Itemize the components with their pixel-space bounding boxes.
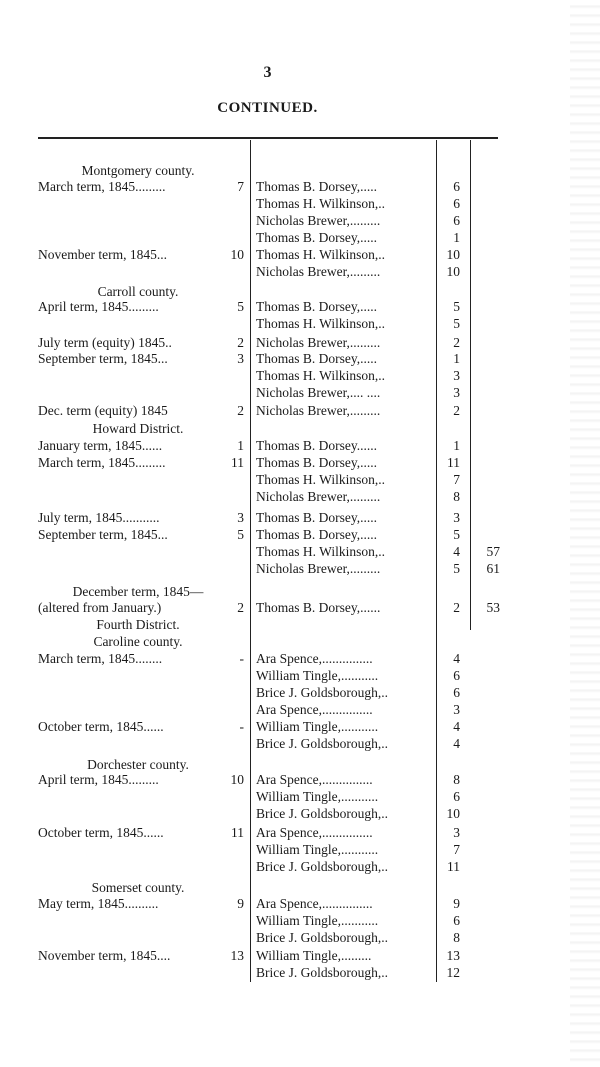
judge-count: 4 bbox=[453, 719, 460, 734]
judge-count: 2 bbox=[453, 403, 460, 418]
term-total: 9 bbox=[237, 896, 244, 911]
section-heading: December term, 1845— bbox=[72, 584, 204, 599]
judge-name: Thomas B. Dorsey,..... bbox=[256, 510, 377, 525]
judge-count: 3 bbox=[453, 385, 460, 400]
judge-name: Ara Spence,............... bbox=[256, 825, 373, 840]
term-total: 13 bbox=[230, 948, 244, 963]
judge-count: 7 bbox=[453, 842, 460, 857]
term-label: April term, 1845......... bbox=[38, 299, 159, 314]
judge-name: Nicholas Brewer,......... bbox=[256, 335, 381, 350]
term-label: January term, 1845...... bbox=[38, 438, 163, 453]
term-label: November term, 1845... bbox=[38, 247, 167, 262]
judge-name: Ara Spence,............... bbox=[256, 702, 373, 717]
judge-name: Thomas H. Wilkinson,.. bbox=[256, 247, 385, 262]
extra-total: 57 bbox=[486, 544, 500, 559]
judge-count: 8 bbox=[453, 930, 460, 945]
term-label: September term, 1845... bbox=[38, 527, 168, 542]
judge-count: 1 bbox=[453, 351, 460, 366]
judge-count: 9 bbox=[453, 896, 460, 911]
section-heading: Somerset county. bbox=[91, 880, 185, 895]
judge-count: 6 bbox=[453, 179, 460, 194]
judge-name: Brice J. Goldsborough,.. bbox=[256, 859, 388, 874]
judge-count: 10 bbox=[446, 247, 460, 262]
term-label: March term, 1845......... bbox=[38, 179, 166, 194]
term-total: 10 bbox=[230, 772, 244, 787]
judge-count: 8 bbox=[453, 772, 460, 787]
term-label: (altered from January.) bbox=[38, 600, 162, 615]
extra-total: 61 bbox=[486, 561, 500, 576]
term-label: October term, 1845...... bbox=[38, 825, 164, 840]
page-number: 3 bbox=[263, 64, 272, 81]
term-label: March term, 1845......... bbox=[38, 455, 166, 470]
judge-name: Brice J. Goldsborough,.. bbox=[256, 736, 388, 751]
extra-total: 53 bbox=[486, 600, 500, 615]
judge-name: Thomas B. Dorsey,...... bbox=[256, 600, 381, 615]
section-heading: Dorchester county. bbox=[87, 757, 189, 772]
judge-name: William Tingle,........... bbox=[256, 719, 379, 734]
term-total: 3 bbox=[237, 510, 244, 525]
judge-count: 3 bbox=[453, 368, 460, 383]
column-rule-1 bbox=[250, 140, 251, 982]
term-label: May term, 1845.......... bbox=[38, 896, 159, 911]
judge-name: Thomas B. Dorsey,..... bbox=[256, 299, 377, 314]
term-label: July term (equity) 1845.. bbox=[38, 335, 172, 350]
judge-count: 1 bbox=[453, 438, 460, 453]
judge-name: Nicholas Brewer,.... .... bbox=[256, 385, 381, 400]
judge-name: Thomas B. Dorsey,..... bbox=[256, 230, 377, 245]
section-heading: Montgomery county. bbox=[81, 163, 195, 178]
term-total: 11 bbox=[231, 455, 244, 470]
judge-count: 4 bbox=[453, 544, 460, 559]
term-total: - bbox=[239, 651, 244, 666]
judge-name: Brice J. Goldsborough,.. bbox=[256, 685, 388, 700]
page-edge-texture bbox=[570, 0, 600, 1067]
judge-count: 5 bbox=[453, 561, 460, 576]
judge-name: Brice J. Goldsborough,.. bbox=[256, 965, 388, 980]
judge-count: 13 bbox=[446, 948, 460, 963]
judge-count: 10 bbox=[446, 264, 460, 279]
judge-count: 2 bbox=[453, 335, 460, 350]
judge-count: 6 bbox=[453, 196, 460, 211]
judge-count: 4 bbox=[453, 736, 460, 751]
term-total: 5 bbox=[237, 527, 244, 542]
term-label: April term, 1845......... bbox=[38, 772, 159, 787]
judge-count: 6 bbox=[453, 685, 460, 700]
judge-name: Nicholas Brewer,......... bbox=[256, 403, 381, 418]
section-heading: Howard District. bbox=[92, 421, 184, 436]
term-total: - bbox=[239, 719, 244, 734]
top-rule bbox=[38, 137, 498, 139]
term-total: 2 bbox=[237, 600, 244, 615]
judge-name: Nicholas Brewer,......... bbox=[256, 264, 381, 279]
term-total: 7 bbox=[237, 179, 244, 194]
judge-count: 6 bbox=[453, 913, 460, 928]
judge-name: Thomas H. Wilkinson,.. bbox=[256, 544, 385, 559]
term-label: September term, 1845... bbox=[38, 351, 168, 366]
term-label: March term, 1845........ bbox=[38, 651, 163, 666]
term-total: 2 bbox=[237, 335, 244, 350]
judge-name: William Tingle,......... bbox=[256, 948, 372, 963]
judge-name: William Tingle,........... bbox=[256, 842, 379, 857]
judge-count: 3 bbox=[453, 702, 460, 717]
judge-name: Thomas B. Dorsey,..... bbox=[256, 179, 377, 194]
judge-count: 11 bbox=[447, 859, 460, 874]
judge-count: 3 bbox=[453, 510, 460, 525]
judge-name: William Tingle,........... bbox=[256, 789, 379, 804]
judge-count: 3 bbox=[453, 825, 460, 840]
judge-name: Thomas B. Dorsey...... bbox=[256, 438, 377, 453]
judge-name: Thomas H. Wilkinson,.. bbox=[256, 196, 385, 211]
judge-name: Nicholas Brewer,......... bbox=[256, 213, 381, 228]
term-label: Dec. term (equity) 1845 bbox=[38, 403, 168, 418]
judge-count: 12 bbox=[446, 965, 460, 980]
judge-name: Thomas H. Wilkinson,.. bbox=[256, 316, 385, 331]
judge-count: 10 bbox=[446, 806, 460, 821]
judge-name: Thomas H. Wilkinson,.. bbox=[256, 472, 385, 487]
term-label: November term, 1845.... bbox=[38, 948, 171, 963]
judge-name: Thomas B. Dorsey,..... bbox=[256, 351, 377, 366]
judge-name: Ara Spence,............... bbox=[256, 651, 373, 666]
judge-count: 11 bbox=[447, 455, 460, 470]
judge-name: Thomas H. Wilkinson,.. bbox=[256, 368, 385, 383]
judge-name: Nicholas Brewer,......... bbox=[256, 561, 381, 576]
judge-name: William Tingle,........... bbox=[256, 913, 379, 928]
judge-count: 5 bbox=[453, 316, 460, 331]
term-total: 10 bbox=[230, 247, 244, 262]
judge-count: 4 bbox=[453, 651, 460, 666]
judge-count: 5 bbox=[453, 527, 460, 542]
judge-name: Ara Spence,............... bbox=[256, 896, 373, 911]
section-heading: Fourth District. bbox=[96, 617, 180, 632]
term-total: 3 bbox=[237, 351, 244, 366]
judge-count: 6 bbox=[453, 789, 460, 804]
judge-name: William Tingle,........... bbox=[256, 668, 379, 683]
judge-name: Thomas B. Dorsey,..... bbox=[256, 455, 377, 470]
judge-name: Ara Spence,............... bbox=[256, 772, 373, 787]
judge-name: Brice J. Goldsborough,.. bbox=[256, 806, 388, 821]
judge-name: Thomas B. Dorsey,..... bbox=[256, 527, 377, 542]
section-heading: Caroline county. bbox=[93, 634, 183, 649]
section-heading: Carroll county. bbox=[97, 284, 179, 299]
term-total: 11 bbox=[231, 825, 244, 840]
judge-count: 7 bbox=[453, 472, 460, 487]
term-total: 5 bbox=[237, 299, 244, 314]
judge-count: 2 bbox=[453, 600, 460, 615]
term-total: 1 bbox=[237, 438, 244, 453]
term-label: October term, 1845...... bbox=[38, 719, 164, 734]
judge-count: 6 bbox=[453, 213, 460, 228]
term-total: 2 bbox=[237, 403, 244, 418]
judge-count: 6 bbox=[453, 668, 460, 683]
judge-count: 1 bbox=[453, 230, 460, 245]
judge-count: 8 bbox=[453, 489, 460, 504]
judge-name: Brice J. Goldsborough,.. bbox=[256, 930, 388, 945]
judge-name: Nicholas Brewer,......... bbox=[256, 489, 381, 504]
judge-count: 5 bbox=[453, 299, 460, 314]
term-label: July term, 1845........... bbox=[38, 510, 160, 525]
page-heading: CONTINUED. bbox=[217, 100, 318, 116]
